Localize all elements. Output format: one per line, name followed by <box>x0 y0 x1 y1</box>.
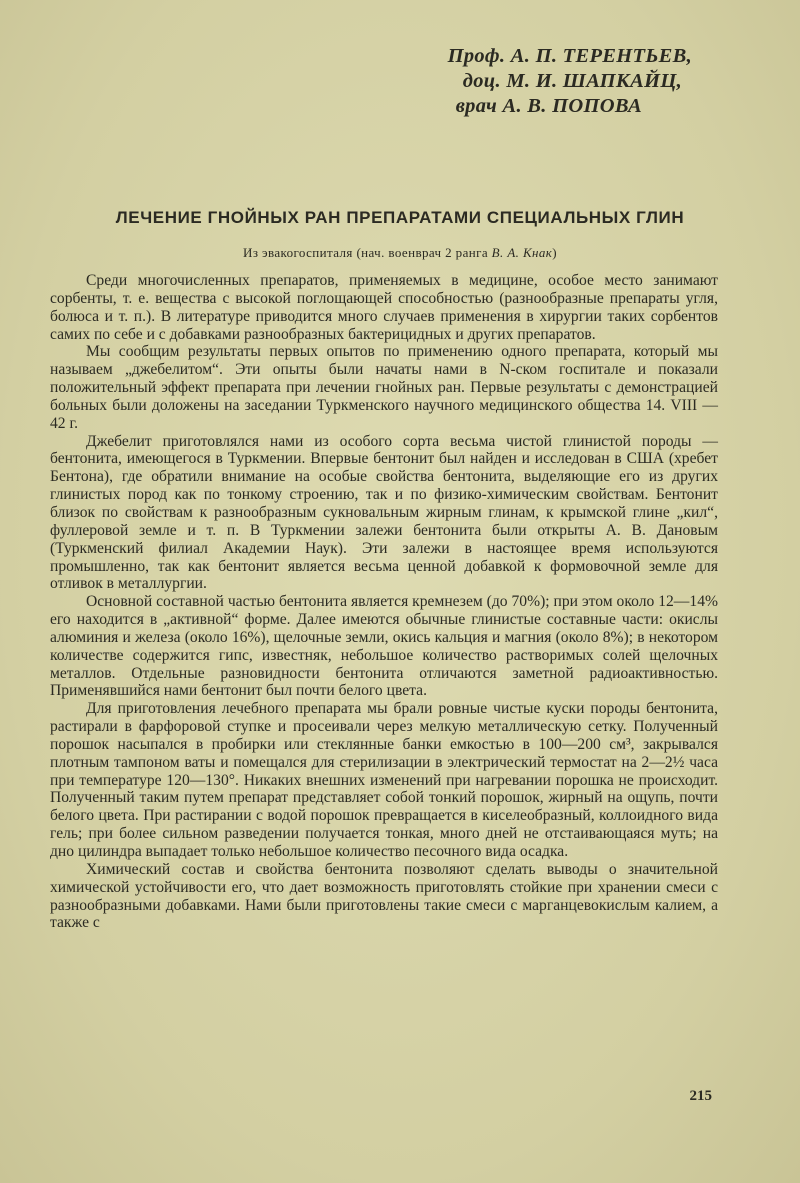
page-number: 215 <box>689 1088 712 1104</box>
subtitle-prefix: Из эвакогоспиталя (нач. военврач 2 ранга <box>243 245 492 260</box>
paragraph-2: Мы сообщим результаты первых опытов по применению одного препарата, который мы называем „джебелитом“. Эти опыты были начаты нами в N-ском госпитале и показали положительный эффект препарата при лечении гнойных ран. Первые результаты с демонстрацией больных были доложены на заседании Туркменского научного медицинского общества 14. VIII — 42 г. <box>50 343 718 432</box>
paragraph-5: Для приготовления лечебного препарата мы брали ровные чистые куски породы бентонита, растирали в фарфоровой ступке и просеивали через мелкую металлическую сетку. Полученный порошок насыпался в пробирки или стеклянные банки емкостью в 100—200 см³, закрывался плотным тампоном ваты и помещался для стерилизации в электрический термостат на 2—2½ часа при температуре 120—130°. Никаких внешних изменений при нагревании порошка не происходит. Полученный таким путем препарат представляет собой тонкий порошок, жирный на ощупь, почти белого цвета. При растирании с водой порошок превращается в киселеобразный, коллоидного вида гель; при более сильном разведении получается тонкая, много дней не отстаивающаяся муть; на дно цилиндра выпадает только небольшое количество песочного вида осадка. <box>50 700 718 860</box>
article-subtitle <box>40 245 760 261</box>
subtitle-name: В. А. Кнак <box>491 245 553 260</box>
paragraph-1: Среди многочисленных препаратов, применяемых в медицине, особое место занимают сорбенты, т. е. вещества с высокой поглощающей способностью (разнообразные препараты угля, болюса и т. п.). В литературе приводится много случаев применения в хирургии таких сорбентов самих по себе и с добавками разнообразных бактерицидных и других препаратов. <box>50 272 718 343</box>
paragraph-3: Джебелит приготовлялся нами из особого сорта весьма чистой глинистой породы — бентонита, имеющегося в Туркмении. Впервые бентонит был найден и исследован в США (хребет Бентона), где обратили внимание на особые свойства бентонита, выделяющие его из других глинистых пород как по тонкому строению, так и по физико-химическим свойствам. Бентонит близок по свойствам к разнообразным сукновальным жирным глинам, к крымской глине „кил“, фуллеровой земле и т. п. В Туркмении залежи бентонита были открыты А. В. Дановым (Туркменский филиал Академии Наук). Эти залежи в настоящее время используются промышленно, так как бентонит является весьма ценной добавкой к формовочной земле для отливок в металлургии. <box>50 432 718 593</box>
author-list <box>448 44 692 119</box>
subtitle-suffix: ) <box>552 245 557 260</box>
article-title: ЛЕЧЕНИЕ ГНОЙНЫХ РАН ПРЕПАРАТАМИ СПЕЦИАЛЬНЫХ ГЛИН <box>115 208 685 227</box>
author-2: доц. М. И. ШАПКАЙЦ, <box>462 70 682 92</box>
article-body <box>50 272 718 932</box>
author-3: врач А. В. ПОПОВА <box>455 95 642 117</box>
author-1: Проф. А. П. ТЕРЕНТЬЕВ, <box>447 45 692 67</box>
paragraph-6: Химический состав и свойства бентонита позволяют сделать выводы о значительной химической устойчивости его, что дает возможность приготовлять стойкие при хранении смеси с разнообразными добавками. Нами были приготовлены такие смеси с марганцевокислым калием, а также с <box>50 860 718 932</box>
paragraph-4: Основной составной частью бентонита является кремнезем (до 70%); при этом около 12—14% его находится в „активной“ форме. Далее имеются обычные глинистые составные части: окислы алюминия и железа (около 16%), щелочные земли, окись кальция и магния (около 8%); в некотором количестве содержится гипс, известняк, небольшое количество растворимых солей щелочных металлов. Отдельные разновидности бентонита отличаются заметной радиоактивностью. Применявшийся нами бентонит был почти белого цвета. <box>50 593 718 700</box>
